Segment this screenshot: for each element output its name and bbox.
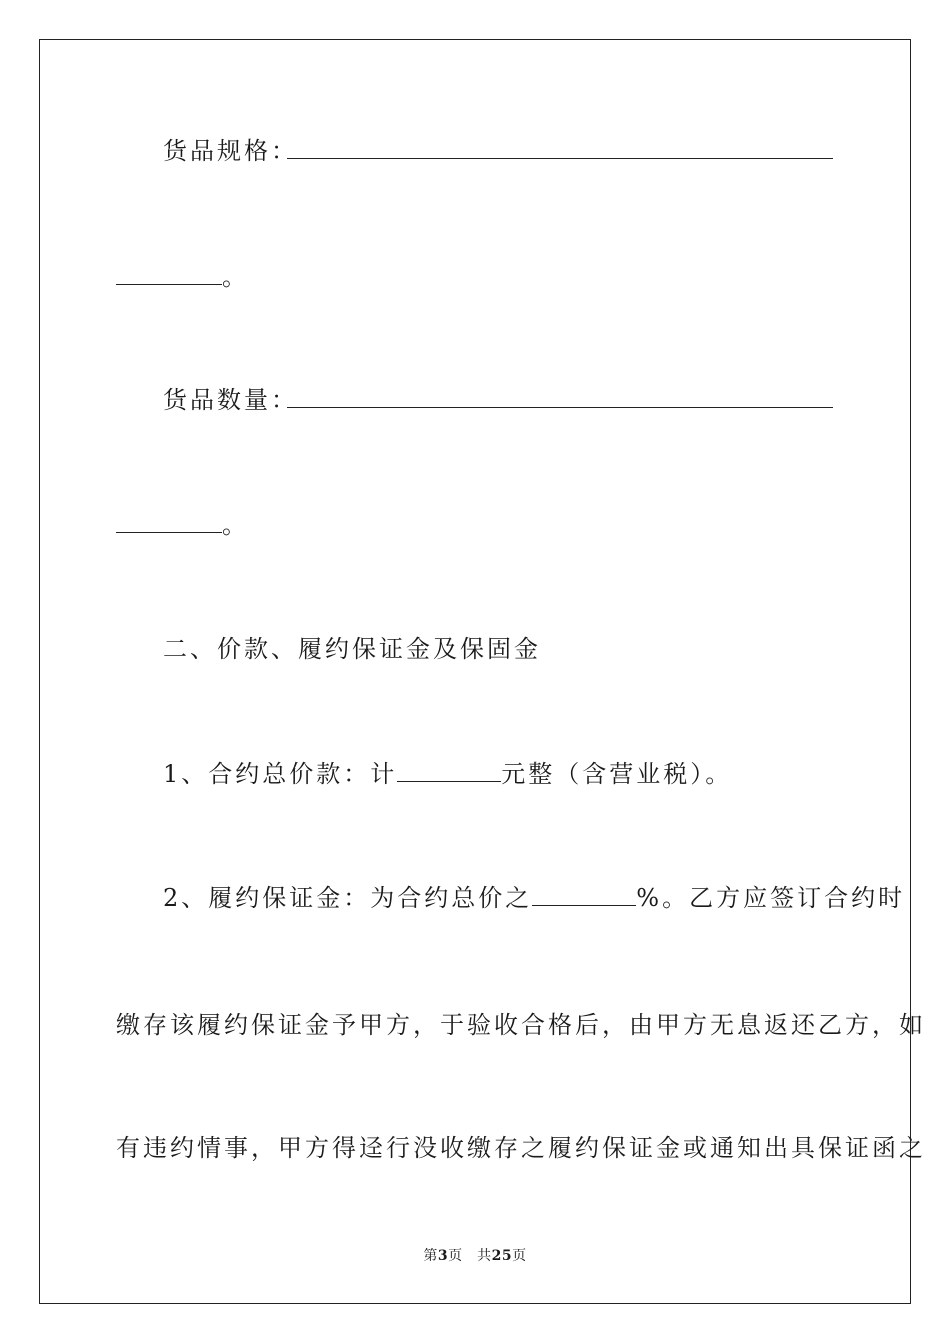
item1-suffix: 元整（含营业税）。 (501, 760, 733, 788)
page-footer (0, 1245, 950, 1265)
deposit-percent-field[interactable] (532, 883, 636, 906)
total-page-number: 25 (491, 1248, 513, 1264)
qty-label: 货品数量： (163, 386, 298, 414)
qty-field-line2[interactable] (116, 532, 222, 533)
spec-end-mark: 。 (222, 263, 249, 291)
footer-page-prefix: 第 (423, 1248, 438, 1264)
item1-prefix: 1、合约总价款：计 (163, 760, 398, 788)
spec-label: 货品规格： (163, 137, 298, 165)
page-border (39, 39, 911, 1304)
spec-field-line2[interactable] (116, 284, 222, 285)
item2-text (163, 883, 905, 913)
item1-text (163, 759, 732, 789)
section-heading: 二、价款、履约保证金及保固金 (163, 635, 541, 663)
footer-page-suffix: 页 (512, 1248, 527, 1264)
footer-page-mid: 页 共 (448, 1248, 492, 1264)
spec-field-line1[interactable] (287, 158, 833, 159)
item2-prefix: 2、履约保证金：为合约总价之 (163, 884, 533, 912)
qty-end-mark: 。 (222, 511, 249, 539)
item2-line2: 缴存该履约保证金予甲方，于验收合格后，由甲方无息返还乙方，如 (116, 1011, 926, 1039)
current-page-number: 3 (437, 1248, 449, 1264)
qty-field-line1[interactable] (287, 407, 833, 408)
total-price-field[interactable] (397, 759, 501, 782)
item2-line3: 有违约情事，甲方得迳行没收缴存之履约保证金或通知出具保证函之 (116, 1134, 926, 1162)
item2-suffix: %。乙方应签订合约时 (636, 884, 906, 912)
